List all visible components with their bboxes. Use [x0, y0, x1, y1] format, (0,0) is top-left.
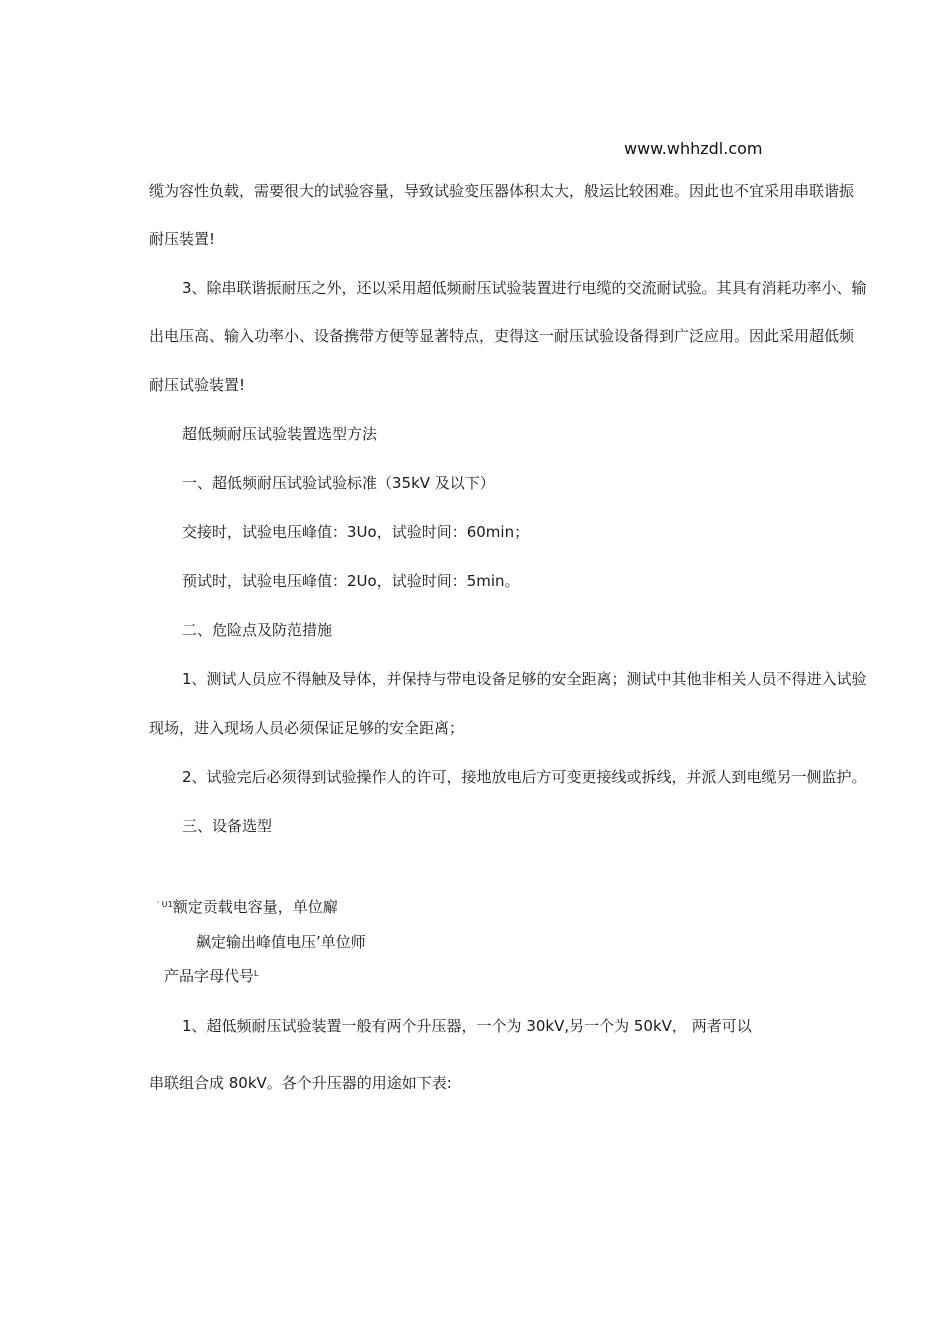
section-1-item-1: 交接时，试验电压峰值：3Uo，试验时间：60min；: [182, 523, 530, 541]
paragraph-1-line-1: 缆为容性负载，需要很大的试验容量，导致试验变压器体积太大，般运比较困难。因此也不宜采用串联谐振: [149, 182, 855, 200]
diagram-mark-l: L: [254, 969, 259, 978]
section-2-item-1-line-1: 1、测试人员应不得触及导体，并保持与带电设备足够的安全距离；测试中其他非相关人员不得进入试验: [182, 670, 867, 688]
section-2-heading: 二、危险点及防范措施: [182, 621, 333, 639]
paragraph-1-line-2: 耐压装置!: [149, 230, 216, 248]
diagram-label-product-code: [164, 966, 258, 986]
section-2-item-2: 2、试验完后必须得到试验操作人的许可，接地放电后方可变更接线或拆线，并派人到电缆另一侧监护。: [182, 768, 867, 786]
section-2-item-1-line-2: 现场，进入现场人员必须保证足够的安全距离；: [149, 719, 465, 737]
section-title: 超低频耐压试验装置选型方法: [182, 425, 378, 443]
paragraph-2-line-1: 3、除串联谐振耐压之外，还以采用超低频耐压试验装置进行电缆的交流耐试验。其具有消耗功率小、输: [182, 279, 867, 297]
section-1-item-2: 预试时，试验电压峰值：2Uo，试验时间：5min。: [182, 572, 520, 590]
section-3-heading: 三、设备选型: [182, 817, 273, 835]
diagram-label-capacity-text: 额定贡载电容量，单位廨: [172, 898, 338, 916]
paragraph-3-line-2: 串联组合成 80kV。各个升压器的用途如下表:: [149, 1074, 452, 1092]
diagram-label-product-code-text: 产品字母代号: [164, 967, 255, 985]
header-url: www.whhzdl.com: [624, 139, 763, 158]
diagram-mark-u1: U1: [161, 900, 173, 909]
paragraph-2-line-2: 出电压高、输入功率小、设备携带方便等显著特点，吏得这一耐压试验设备得到广泛应用。因此采用超低频: [149, 327, 855, 345]
paragraph-2-line-3: 耐压试验装置!: [149, 376, 246, 394]
section-1-heading: 一、超低频耐压试验试验标准（35kV 及以下）: [182, 474, 495, 492]
diagram-tick: ': [157, 900, 162, 909]
paragraph-3-line-1: 1、超低频耐压试验装置一般有两个升压器，一个为 30kV,另一个为 50kV， 两者可以: [182, 1017, 752, 1035]
diagram-label-voltage: 飙定输出峰值电压’单位师: [196, 933, 366, 951]
diagram-label-capacity: [157, 897, 338, 917]
